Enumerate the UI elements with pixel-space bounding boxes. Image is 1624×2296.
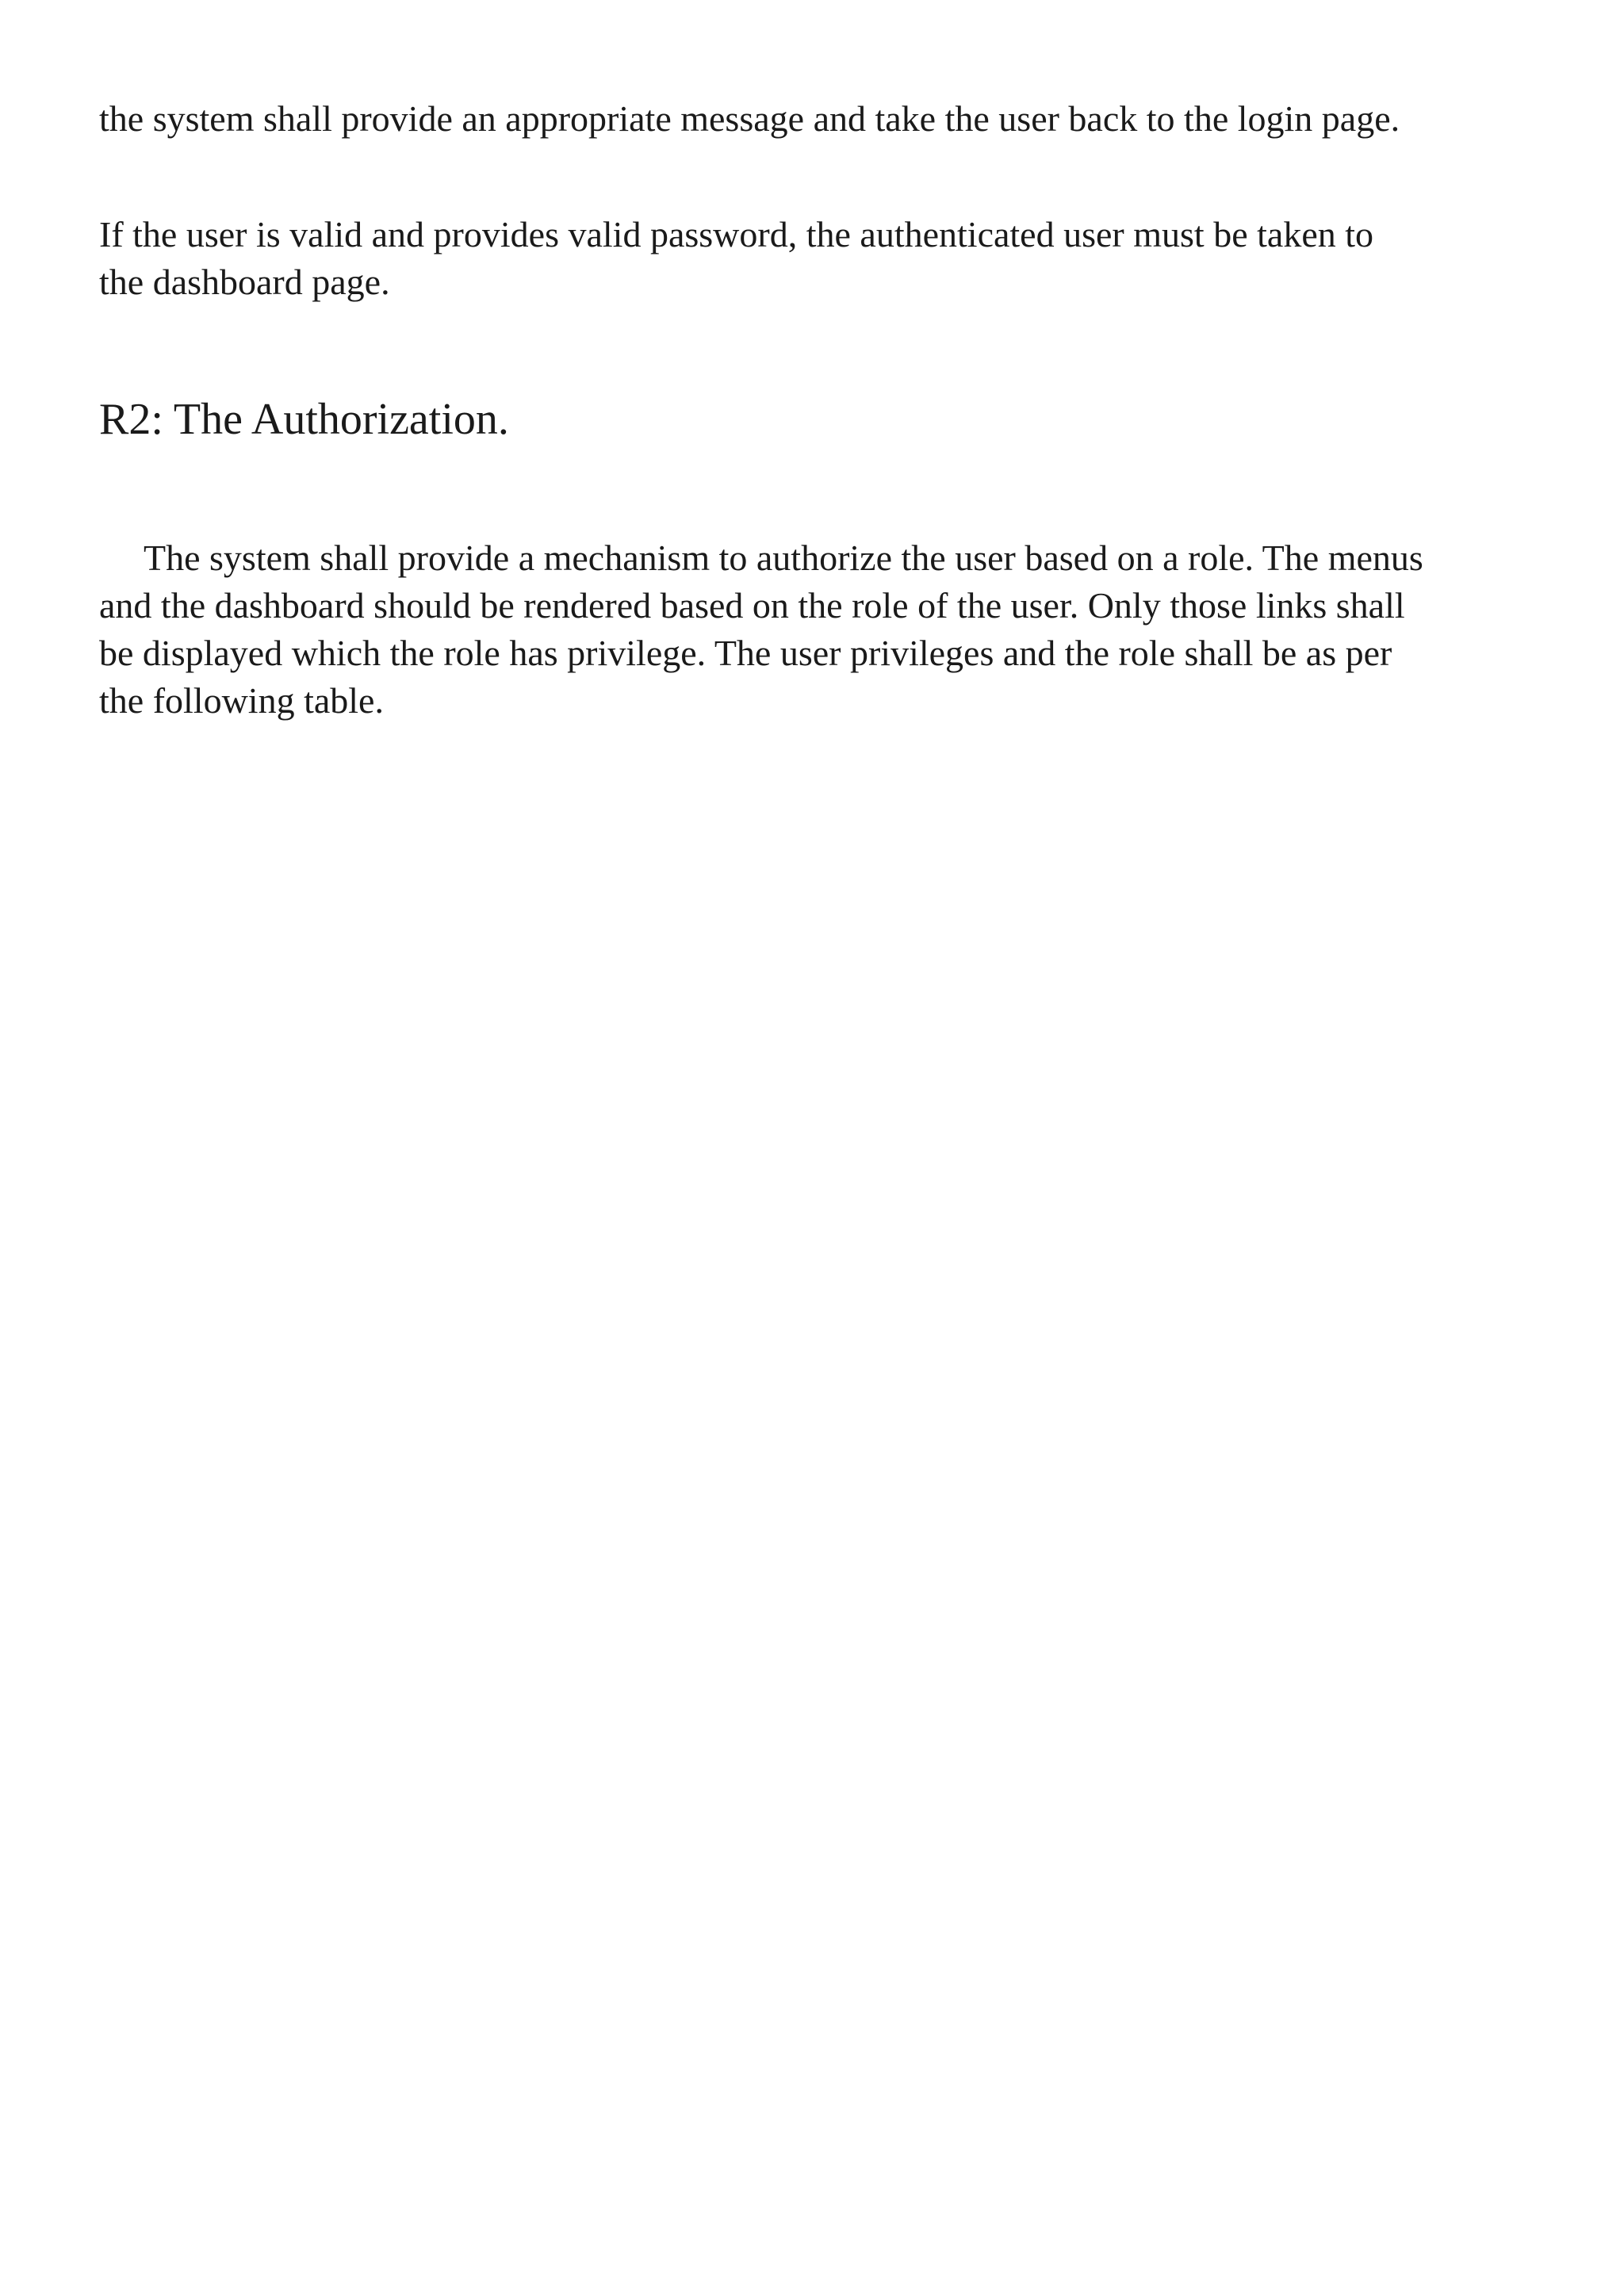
valid-user-paragraph — [99, 211, 1542, 306]
paragraph-line: the following table. — [99, 680, 384, 721]
paragraph-line: the dashboard page. — [99, 262, 390, 302]
authorization-paragraph — [99, 534, 1542, 725]
paragraph-line: be displayed which the role has privilege. The user privileges and the role shall be as per — [99, 633, 1392, 673]
continued-paragraph — [99, 95, 1542, 143]
paragraph-line: The system shall provide a mechanism to authorize the user based on a role. The menus — [144, 538, 1423, 578]
paragraph-line: and the dashboard should be rendered based on the role of the user. Only those links shall — [99, 585, 1405, 626]
paragraph-line: If the user is valid and provides valid password, the authenticated user must be taken to — [99, 214, 1374, 254]
paragraph-line: the system shall provide an appropriate message and take the user back to the login page. — [99, 98, 1400, 139]
section-heading: R2: The Authorization. — [99, 395, 509, 444]
